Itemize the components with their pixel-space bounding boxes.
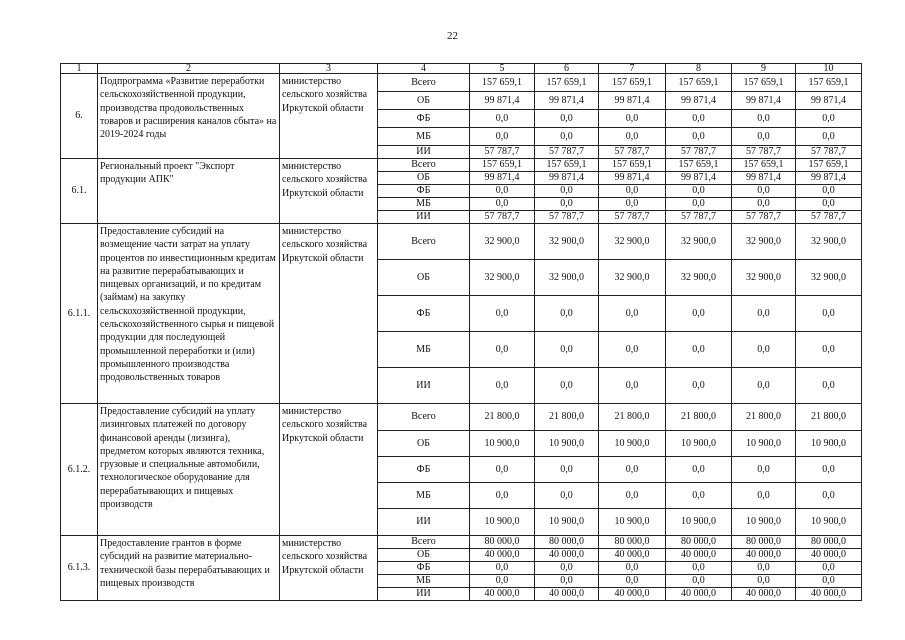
funding-source: ОБ [378,260,470,296]
funding-value: 157 659,1 [796,159,862,172]
funding-value: 157 659,1 [732,159,796,172]
funding-source: Всего [378,536,470,549]
funding-source: ФБ [378,562,470,575]
funding-value: 40 000,0 [470,549,535,562]
funding-value: 40 000,0 [599,549,666,562]
item-name: Предоставление грантов в форме субсидий на развитие материально-технической базы перерабатывающих и пищевых производств [98,536,280,601]
item-name: Предоставление субсидий на возмещение части затрат на уплату процентов по инвестиционным кредитам на развитие перерабатывающих и пищевых организаций, и по кредитам (займам) на закупку сельскохозяйственной продукции, сельскохозяйственного сырья и пищевой продукции для последующей промышленной переработки и (или) промышленного производства продовольственных товаров [98,224,280,404]
item-executor: министерство сельского хозяйства Иркутской области [280,224,378,404]
funding-value: 40 000,0 [666,549,732,562]
funding-value: 10 900,0 [666,431,732,457]
funding-value: 21 800,0 [796,404,862,431]
funding-value: 80 000,0 [470,536,535,549]
funding-value: 0,0 [599,198,666,211]
funding-value: 10 900,0 [599,431,666,457]
table-row [61,159,862,172]
funding-value: 99 871,4 [599,92,666,110]
column-number: 9 [732,64,796,74]
column-number: 2 [98,64,280,74]
funding-source: МБ [378,483,470,509]
funding-value: 0,0 [732,483,796,509]
item-number: 6. [61,74,98,159]
column-number-row [61,64,862,74]
funding-value: 0,0 [535,128,599,146]
funding-value: 0,0 [732,296,796,332]
funding-value: 0,0 [535,332,599,368]
table-row [61,404,862,431]
funding-value: 57 787,7 [470,146,535,159]
funding-value: 32 900,0 [470,224,535,260]
funding-value: 57 787,7 [666,211,732,224]
funding-value: 32 900,0 [666,260,732,296]
item-number: 6.1.1. [61,224,98,404]
funding-value: 157 659,1 [470,159,535,172]
funding-value: 0,0 [666,198,732,211]
funding-value: 32 900,0 [796,260,862,296]
funding-value: 10 900,0 [470,509,535,536]
item-name: Подпрограмма «Развитие переработки сельскохозяйственной продукции, производства продовольственных товаров и расширения каналов сбыта» на 2019-2024 годы [98,74,280,159]
funding-value: 57 787,7 [796,211,862,224]
funding-value: 0,0 [535,296,599,332]
funding-value: 0,0 [732,185,796,198]
funding-value: 21 800,0 [732,404,796,431]
funding-value: 0,0 [732,562,796,575]
funding-source: ОБ [378,431,470,457]
funding-value: 0,0 [732,457,796,483]
funding-value: 57 787,7 [599,211,666,224]
item-number: 6.1.3. [61,536,98,601]
funding-value: 0,0 [666,185,732,198]
funding-value: 0,0 [599,296,666,332]
funding-value: 40 000,0 [732,588,796,601]
item-executor: министерство сельского хозяйства Иркутской области [280,74,378,159]
funding-value: 0,0 [732,575,796,588]
funding-value: 0,0 [666,483,732,509]
funding-value: 0,0 [796,368,862,404]
funding-value: 40 000,0 [666,588,732,601]
funding-value: 99 871,4 [796,172,862,185]
funding-source: ИИ [378,368,470,404]
funding-source: ФБ [378,296,470,332]
funding-value: 99 871,4 [666,172,732,185]
funding-value: 10 900,0 [732,431,796,457]
funding-value: 0,0 [796,185,862,198]
funding-value: 0,0 [796,562,862,575]
funding-value: 0,0 [470,575,535,588]
column-number: 8 [666,64,732,74]
funding-value: 157 659,1 [470,74,535,92]
funding-value: 157 659,1 [666,74,732,92]
funding-value: 0,0 [599,562,666,575]
funding-source: МБ [378,575,470,588]
column-number: 10 [796,64,862,74]
funding-value: 32 900,0 [796,224,862,260]
funding-value: 0,0 [470,457,535,483]
funding-value: 0,0 [535,483,599,509]
funding-value: 21 800,0 [666,404,732,431]
funding-value: 0,0 [535,368,599,404]
funding-value: 0,0 [732,198,796,211]
funding-value: 32 900,0 [732,260,796,296]
funding-source: ОБ [378,172,470,185]
column-number: 5 [470,64,535,74]
funding-value: 0,0 [535,457,599,483]
item-executor: министерство сельского хозяйства Иркутской области [280,404,378,536]
funding-value: 40 000,0 [599,588,666,601]
funding-value: 0,0 [470,198,535,211]
funding-source: МБ [378,198,470,211]
funding-value: 40 000,0 [470,588,535,601]
funding-value: 40 000,0 [796,588,862,601]
funding-value: 99 871,4 [470,92,535,110]
funding-value: 0,0 [535,575,599,588]
funding-value: 40 000,0 [535,549,599,562]
budget-table [60,63,862,601]
funding-value: 0,0 [599,457,666,483]
funding-value: 40 000,0 [796,549,862,562]
funding-value: 0,0 [796,483,862,509]
item-number: 6.1. [61,159,98,224]
funding-value: 0,0 [470,296,535,332]
item-executor: министерство сельского хозяйства Иркутской области [280,159,378,224]
funding-source: ИИ [378,211,470,224]
funding-value: 21 800,0 [535,404,599,431]
funding-value: 21 800,0 [470,404,535,431]
funding-value: 57 787,7 [732,211,796,224]
funding-value: 32 900,0 [535,224,599,260]
funding-value: 0,0 [599,185,666,198]
funding-value: 40 000,0 [732,549,796,562]
column-number: 4 [378,64,470,74]
funding-value: 99 871,4 [796,92,862,110]
funding-value: 0,0 [796,128,862,146]
funding-value: 32 900,0 [732,224,796,260]
funding-value: 99 871,4 [732,92,796,110]
funding-value: 10 900,0 [470,431,535,457]
funding-value: 0,0 [470,483,535,509]
funding-value: 99 871,4 [599,172,666,185]
table-row [61,74,862,92]
funding-value: 0,0 [796,575,862,588]
funding-value: 99 871,4 [470,172,535,185]
funding-value: 0,0 [666,128,732,146]
funding-value: 157 659,1 [732,74,796,92]
funding-value: 0,0 [796,296,862,332]
column-number: 1 [61,64,98,74]
funding-source: Всего [378,404,470,431]
funding-value: 80 000,0 [666,536,732,549]
funding-source: ИИ [378,588,470,601]
funding-value: 0,0 [732,110,796,128]
funding-value: 0,0 [732,332,796,368]
funding-value: 10 900,0 [796,509,862,536]
funding-value: 157 659,1 [796,74,862,92]
item-number: 6.1.2. [61,404,98,536]
funding-value: 57 787,7 [535,211,599,224]
funding-value: 99 871,4 [535,92,599,110]
funding-value: 99 871,4 [666,92,732,110]
funding-value: 32 900,0 [470,260,535,296]
funding-value: 32 900,0 [535,260,599,296]
funding-value: 57 787,7 [796,146,862,159]
funding-value: 21 800,0 [599,404,666,431]
funding-value: 0,0 [470,185,535,198]
funding-value: 0,0 [535,198,599,211]
funding-value: 40 000,0 [535,588,599,601]
column-number: 6 [535,64,599,74]
funding-value: 0,0 [599,368,666,404]
funding-value: 0,0 [599,110,666,128]
funding-value: 80 000,0 [535,536,599,549]
column-number: 3 [280,64,378,74]
funding-source: Всего [378,224,470,260]
funding-value: 80 000,0 [732,536,796,549]
funding-value: 157 659,1 [599,74,666,92]
funding-value: 57 787,7 [599,146,666,159]
funding-source: Всего [378,74,470,92]
funding-value: 0,0 [666,575,732,588]
funding-value: 10 900,0 [599,509,666,536]
item-name: Региональный проект "Экспорт продукции АПК" [98,159,280,224]
funding-value: 0,0 [599,483,666,509]
funding-value: 157 659,1 [535,74,599,92]
funding-value: 57 787,7 [732,146,796,159]
funding-value: 0,0 [535,110,599,128]
funding-value: 0,0 [470,128,535,146]
funding-value: 0,0 [732,128,796,146]
funding-value: 57 787,7 [470,211,535,224]
funding-value: 0,0 [666,457,732,483]
funding-value: 10 900,0 [535,431,599,457]
funding-source: ОБ [378,92,470,110]
funding-source: ИИ [378,146,470,159]
funding-value: 0,0 [470,110,535,128]
funding-source: ИИ [378,509,470,536]
funding-value: 57 787,7 [535,146,599,159]
funding-source: МБ [378,332,470,368]
funding-source: ФБ [378,457,470,483]
funding-value: 0,0 [666,368,732,404]
funding-value: 0,0 [535,562,599,575]
item-executor: министерство сельского хозяйства Иркутской области [280,536,378,601]
funding-value: 157 659,1 [535,159,599,172]
funding-value: 0,0 [732,368,796,404]
funding-value: 80 000,0 [599,536,666,549]
funding-value: 157 659,1 [666,159,732,172]
funding-value: 157 659,1 [599,159,666,172]
funding-value: 0,0 [470,368,535,404]
table-row [61,224,862,260]
funding-value: 10 900,0 [535,509,599,536]
item-name: Предоставление субсидий на уплату лизинговых платежей по договору финансовой аренды (лизинга), предметом которых являются техника, грузовые и специальные автомобили, технологическое оборудование для перерабатывающих и пищевых производств [98,404,280,536]
funding-value: 0,0 [535,185,599,198]
funding-value: 32 900,0 [599,224,666,260]
funding-value: 0,0 [599,575,666,588]
funding-value: 32 900,0 [599,260,666,296]
funding-value: 0,0 [796,457,862,483]
funding-value: 0,0 [666,562,732,575]
funding-source: Всего [378,159,470,172]
funding-value: 0,0 [599,332,666,368]
funding-value: 0,0 [796,198,862,211]
page-number: 22 [447,30,458,42]
funding-value: 80 000,0 [796,536,862,549]
funding-value: 0,0 [666,332,732,368]
column-number: 7 [599,64,666,74]
funding-value: 0,0 [666,296,732,332]
funding-value: 0,0 [796,332,862,368]
funding-value: 0,0 [470,562,535,575]
funding-source: ФБ [378,185,470,198]
funding-value: 32 900,0 [666,224,732,260]
funding-value: 99 871,4 [732,172,796,185]
funding-source: МБ [378,128,470,146]
funding-source: ОБ [378,549,470,562]
funding-value: 10 900,0 [732,509,796,536]
table-row [61,536,862,549]
funding-value: 57 787,7 [666,146,732,159]
funding-value: 0,0 [666,110,732,128]
funding-value: 10 900,0 [666,509,732,536]
funding-source: ФБ [378,110,470,128]
funding-value: 0,0 [796,110,862,128]
funding-value: 10 900,0 [796,431,862,457]
funding-value: 0,0 [599,128,666,146]
funding-value: 99 871,4 [535,172,599,185]
funding-value: 0,0 [470,332,535,368]
